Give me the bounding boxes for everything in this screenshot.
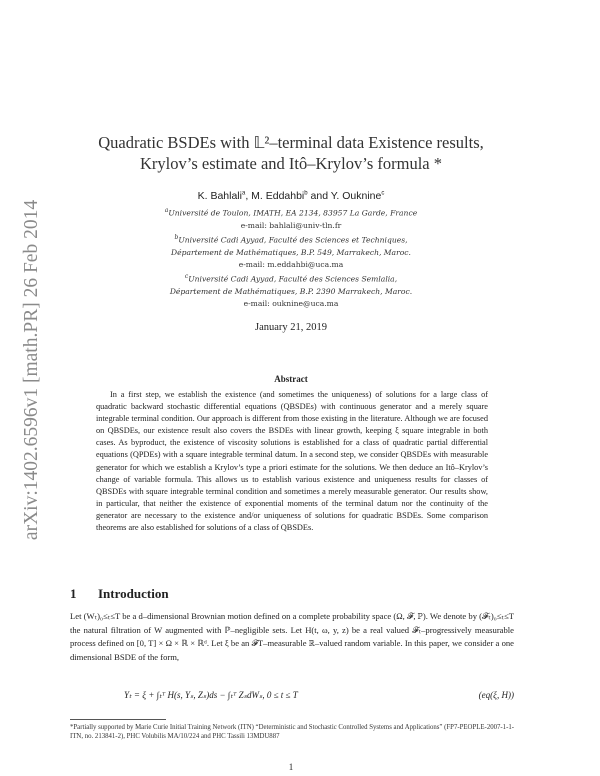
affiliation-c-line2: Département de Mathématiques, B.P. 2390 Marrakech, Maroc. [169, 286, 413, 296]
paper-date: January 21, 2019 [254, 322, 328, 333]
affiliation-a-email: e-mail: bahlali@univ-tln.fr [240, 220, 342, 230]
equation-label: (eq(ξ, H)) [478, 690, 514, 700]
title-line-2: Krylov’s estimate and Itô–Krylov’s formula * [140, 154, 442, 173]
affiliation-b-line1: $^b$Université Cadi Ayyad, Faculté des Sciences et Techniques, [174, 234, 408, 245]
affiliation-c-line1: $^c$Université Cadi Ayyad, Faculté des Sciences Semlalia, [184, 273, 398, 284]
abstract-body: In a first step, we establish the existence (and sometimes the uniqueness) of solutions for a large class of quadratic backward stochastic differential equations (QBSDEs) with continuous generator and a merely square integrable terminal condition. Our approach is different from those existing in the literature. Although we are focused on QBSDEs, our existence result also covers the BSDEs with linear growth, keeping ξ square integrable in both cases. As byproduct, the existence of viscosity solutions is established for a class of quadratic partial differential equations (QPDEs) with a square integrable terminal datum. In a second step, we consider QBSDEs with measurable generator for which we establish a Krylov’s type a priori estimate for the solutions. We then deduce an Itô–Krylov’s change of variable formula. This allows us to establish various existence and uniqueness results for classes of QBSDEs with square integrable terminal condition and sometimes a merely measurable generator. Our results show, in particular, that neither the existence of exponential moments of the terminal datum nor the continuity of the generator are necessary to the existence and/or uniqueness of solutions for quadratic BSDEs. Some comparison theorems are also established for solutions of a class of QBSDEs. [96, 390, 488, 533]
section-title: Introduction [98, 586, 169, 601]
paper-title [68, 132, 514, 174]
arxiv-side-stamp [14, 170, 50, 570]
introduction-paragraph: Let (Wₜ)₀≤ₜ≤T be a d–dimensional Brownian motion defined on a complete probability space (Ω, 𝓕, ℙ). We denote by (𝓕ₜ)₀≤ₜ≤T the natural filtration of W augmented with ℙ–negligible sets. Let H(t, ω, y, z) be a real valued 𝓕ₜ–progressively measurable process defined on [0, T] × Ω × ℝ × ℝᵈ. Let ξ be an 𝓕T–measurable ℝ–valued random variable. In this paper, we consider a one dimensional BSDE of the form, [70, 611, 514, 662]
equation-body: Yₜ = ξ + ∫ₜᵀ H(s, Yₛ, Zₛ)ds − ∫ₜᵀ ZₛdWₛ, 0 ≤ t ≤ T [124, 690, 298, 700]
author-list: K. Bahlali$^a$, M. Eddahbi$^b$ and Y. Ouknine$^c$ [197, 190, 385, 202]
affiliation-c [68, 271, 514, 311]
section-number: 1 [70, 586, 77, 601]
page-number: 1 [288, 762, 294, 772]
abstract-heading: Abstract [274, 374, 308, 384]
affiliation-a-line1: $^a$Université de Toulon, IMATH, EA 2134, 83957 La Garde, France [164, 207, 418, 218]
affiliation-b [68, 232, 514, 272]
arxiv-identifier: arXiv:1402.6596v1 [math.PR] 26 Feb 2014 [21, 199, 42, 541]
affiliation-c-email: e-mail: ouknine@uca.ma [243, 299, 339, 309]
section-heading [70, 586, 169, 602]
affiliation-b-line2: Département de Mathématiques, B.P. 549, Marrakech, Maroc. [171, 247, 411, 257]
footnote-rule [70, 719, 166, 720]
bsde-equation [124, 690, 514, 701]
affiliation-a [68, 205, 514, 232]
footnote: *Partially supported by Marie Curie Initial Training Network (ITN) “Deterministic and Stochastic Controlled Systems and Applications” (FP7-PEOPLE-2007-1-1-ITN, no. 213841-2), PHC Volubilis MA/10/224 and PHC Tassili 13MDU887 [70, 724, 514, 741]
title-line-1: Quadratic BSDEs with 𝕃²–terminal data Existence results, [98, 133, 484, 152]
affiliation-b-email: e-mail: m.eddahbi@uca.ma [238, 260, 344, 270]
